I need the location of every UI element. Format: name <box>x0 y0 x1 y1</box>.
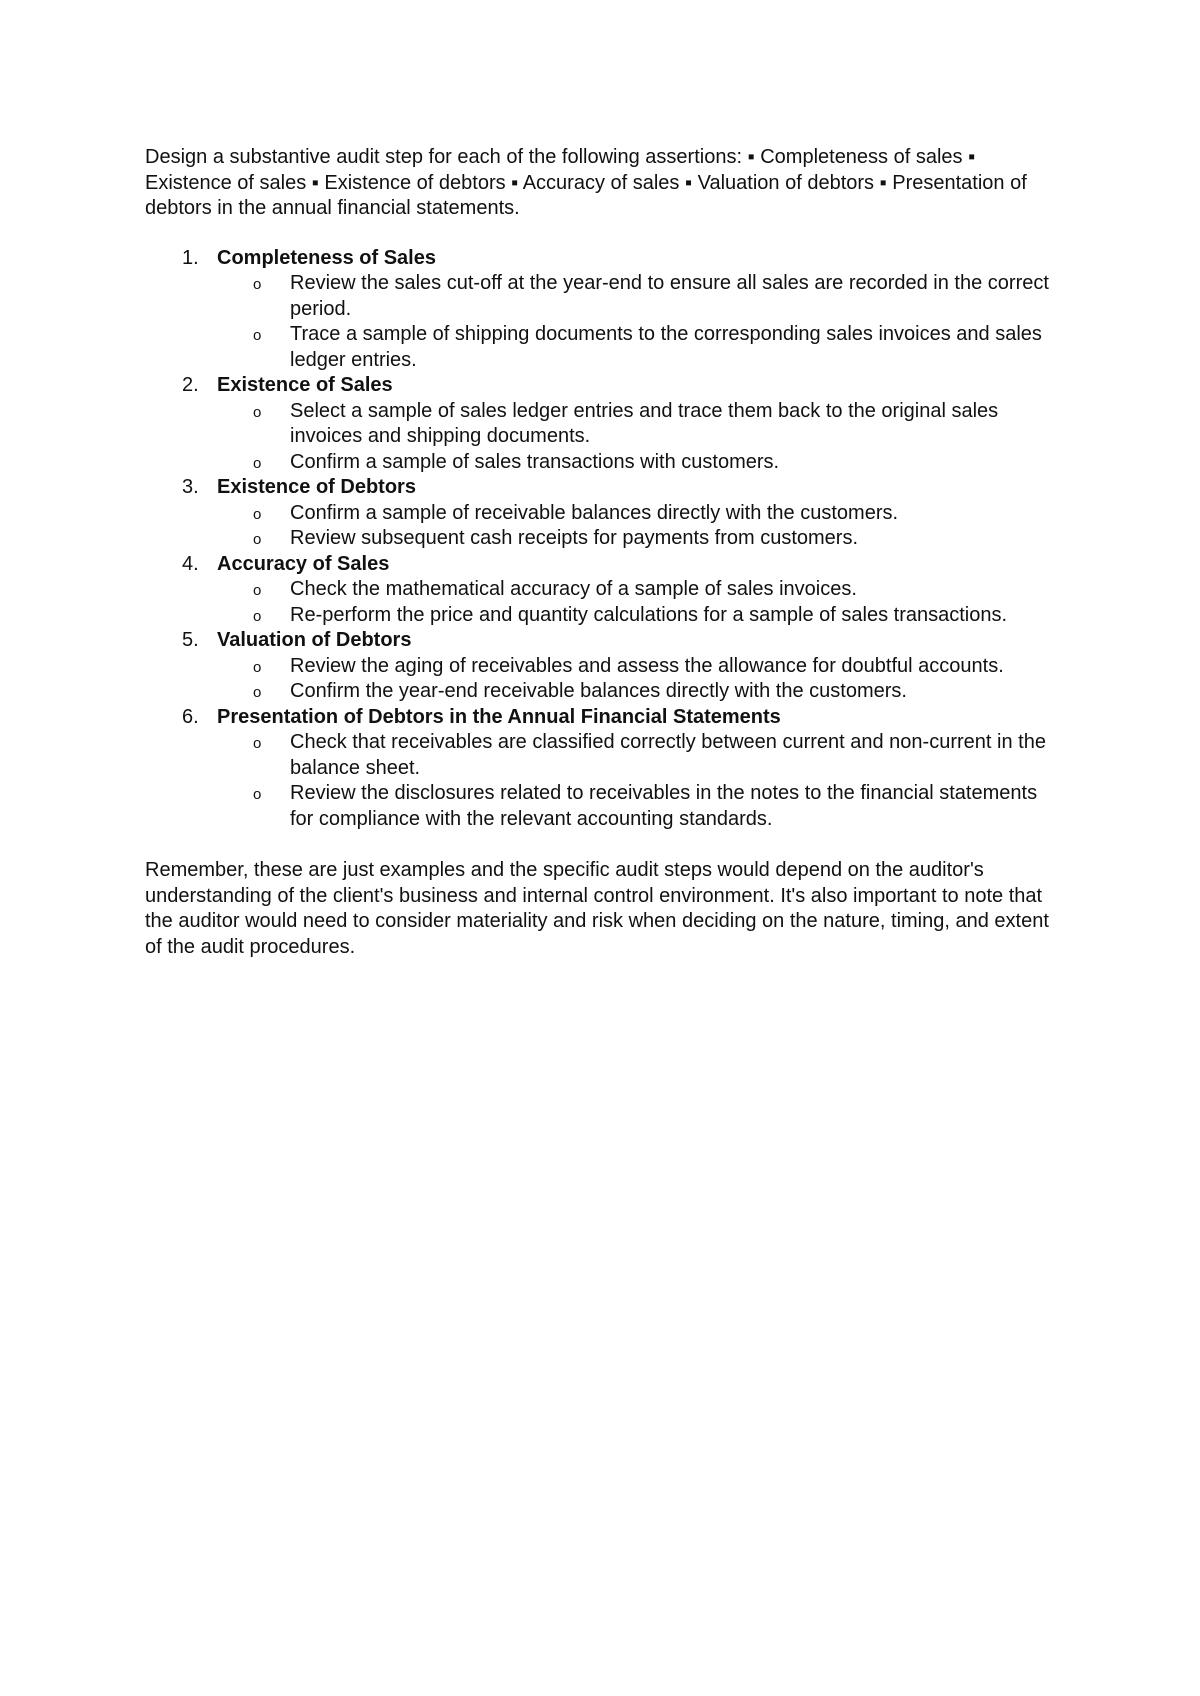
substep-item <box>217 399 1065 450</box>
audit-step-item <box>145 552 1065 629</box>
substep-item <box>217 603 1065 629</box>
substep-text: Review the disclosures related to receivables in the notes to the financial statements for compliance with the relevant accounting standards. <box>290 782 1038 830</box>
audit-steps-list <box>145 246 1065 833</box>
audit-step-item <box>145 628 1065 705</box>
step-number: 1. <box>182 246 199 269</box>
substep-text: Re-perform the price and quantity calculations for a sample of sales transactions. <box>290 603 1008 626</box>
substep-text: Confirm the year-end receivable balances directly with the customers. <box>290 680 907 702</box>
step-number: 5. <box>182 629 199 651</box>
substep-item <box>217 654 1065 680</box>
audit-step-item <box>145 475 1065 552</box>
audit-step-item <box>145 246 1065 374</box>
step-number: 3. <box>182 476 199 498</box>
step-title: Valuation of Debtors <box>217 629 412 651</box>
step-substeps <box>217 271 1065 373</box>
bullet-o-icon: o <box>253 607 262 625</box>
bullet-o-icon: o <box>253 786 262 803</box>
step-substeps <box>217 501 1065 552</box>
bullet-o-icon: o <box>253 403 262 421</box>
bullet-o-icon: o <box>253 531 262 548</box>
step-title: Presentation of Debtors in the Annual Financial Statements <box>217 705 781 728</box>
audit-step-item <box>145 705 1065 833</box>
step-substeps <box>217 577 1065 628</box>
step-title: Completeness of Sales <box>217 246 436 269</box>
substep-item <box>217 577 1065 603</box>
bullet-o-icon: o <box>253 658 262 676</box>
substep-item <box>217 322 1065 373</box>
substep-item <box>217 271 1065 322</box>
substep-text: Check that receivables are classified correctly between current and non-current in the balance sheet. <box>290 731 1046 779</box>
substep-text: Select a sample of sales ledger entries and trace them back to the original sales invoices and shipping documents. <box>290 399 999 447</box>
step-substeps <box>217 399 1065 476</box>
substep-item <box>217 501 1065 527</box>
step-title: Accuracy of Sales <box>217 552 390 575</box>
bullet-o-icon: o <box>253 276 262 293</box>
substep-item <box>217 526 1065 552</box>
closing-paragraph: Remember, these are just examples and the specific audit steps would depend on the auditor's understanding of the client's business and internal control environment. It's also important to note that the auditor would need to consider materiality and risk when deciding on the nature, timing, and extent of the audit procedures. <box>145 859 1049 958</box>
substep-text: Confirm a sample of sales transactions with customers. <box>290 450 780 473</box>
bullet-o-icon: o <box>253 735 262 752</box>
bullet-o-icon: o <box>253 582 262 599</box>
step-title: Existence of Debtors <box>217 476 416 498</box>
step-substeps <box>217 730 1065 832</box>
substep-text: Review the aging of receivables and assess the allowance for doubtful accounts. <box>290 654 1004 677</box>
substep-text: Check the mathematical accuracy of a sample of sales invoices. <box>290 578 857 600</box>
substep-item <box>217 450 1065 476</box>
substep-text: Trace a sample of shipping documents to the corresponding sales invoices and sales ledger entries. <box>290 323 1042 371</box>
bullet-o-icon: o <box>253 684 262 701</box>
substep-item <box>217 679 1065 705</box>
substep-item <box>217 730 1065 781</box>
step-number: 4. <box>182 552 199 575</box>
substep-text: Confirm a sample of receivable balances directly with the customers. <box>290 501 899 524</box>
audit-step-item <box>145 373 1065 475</box>
bullet-o-icon: o <box>253 505 262 523</box>
document-content <box>145 145 1065 960</box>
step-substeps <box>217 654 1065 705</box>
substep-text: Review the sales cut-off at the year-end to ensure all sales are recorded in the correct period. <box>290 272 1049 320</box>
bullet-o-icon: o <box>253 454 262 472</box>
intro-paragraph: Design a substantive audit step for each of the following assertions: ▪ Completeness of sales ▪ Existence of sales ▪ Existence of debtors ▪ Accuracy of sales ▪ Valuation of debtors ▪ Presentation of debtors in the annual financial statements. <box>145 146 1027 219</box>
step-number: 2. <box>182 374 199 396</box>
step-title: Existence of Sales <box>217 374 393 396</box>
substep-text: Review subsequent cash receipts for payments from customers. <box>290 527 859 549</box>
substep-item <box>217 781 1065 832</box>
bullet-o-icon: o <box>253 327 262 344</box>
step-number: 6. <box>182 705 199 728</box>
